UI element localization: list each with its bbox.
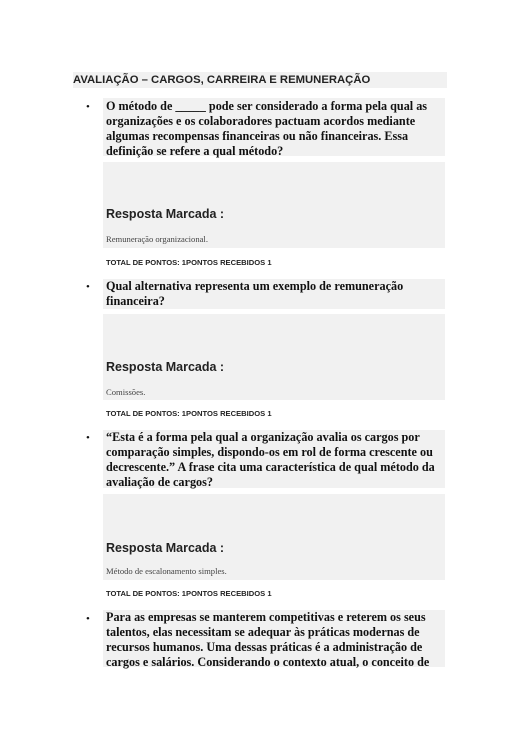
score-line: TOTAL DE PONTOS: 1PONTOS RECEBIDOS 1 (106, 409, 272, 418)
answer-text: Método de escalonamento simples. (106, 566, 227, 576)
question-bullet: • (86, 432, 90, 444)
score-line: TOTAL DE PONTOS: 1PONTOS RECEBIDOS 1 (106, 258, 272, 267)
answer-box (103, 314, 445, 400)
score-line: TOTAL DE PONTOS: 1PONTOS RECEBIDOS 1 (106, 589, 272, 598)
answer-heading: Resposta Marcada : (106, 541, 225, 555)
answer-heading: Resposta Marcada : (106, 207, 225, 221)
question-text: O método de _____ pode ser considerado a forma pela qual as organizações e os colaboradores pactuam acordos mediante algumas recompensas financeiras ou não financeiras. Essa definição se refere a qual método? (106, 99, 428, 158)
question-bullet: • (86, 101, 90, 113)
answer-heading: Resposta Marcada : (106, 360, 225, 374)
question-text: Para as empresas se manterem competitivas e reterem os seus talentos, elas necessitam se adequar às práticas modernas de recursos humanos. Uma dessas práticas é a administração de cargos e salários. Considerando o contexto atual, o conceito de (106, 610, 430, 669)
answer-text: Comissões. (106, 387, 146, 397)
question-bullet: • (86, 613, 90, 625)
question-bullet: • (86, 281, 90, 293)
answer-text: Remuneração organizacional. (106, 234, 208, 244)
question-text: Qual alternativa representa um exemplo de remuneração financeira? (106, 279, 404, 308)
question-text: “Esta é a forma pela qual a organização avalia os cargos por comparação simples, dispondo-os em rol de forma crescente ou decrescente.” A frase cita uma característica de qual método da avaliação de cargos? (106, 430, 435, 489)
page-title: AVALIAÇÃO – CARGOS, CARREIRA E REMUNERAÇÃO (73, 72, 447, 88)
